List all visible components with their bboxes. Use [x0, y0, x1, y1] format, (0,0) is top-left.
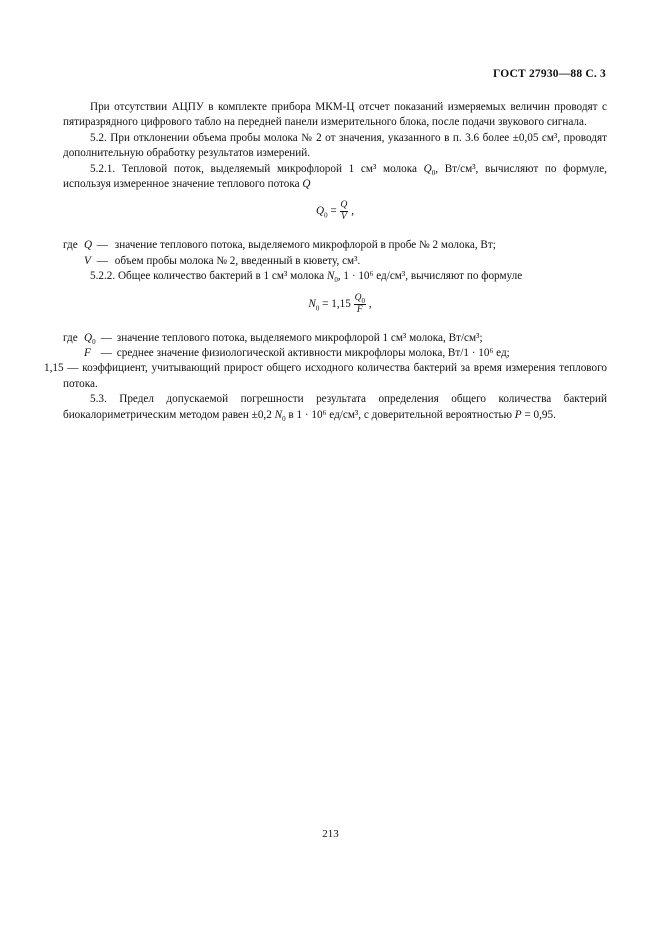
definitions-formula2 [44, 331, 608, 393]
definition-v [63, 254, 607, 269]
paragraph-5-3 [63, 392, 607, 423]
formula1-eq: = [327, 205, 340, 218]
formula2-lhs-sub: 0 [315, 303, 320, 312]
p53-text-b: в 1 · 10⁶ ед/см³, с доверительной вероятностью [285, 408, 515, 421]
paragraph-acpu: При отсутствии АЦПУ в комплекте прибора МКМ-Ц отсчет показаний измеряемых величин проводят с пятиразрядного цифрового табло на передней панели измерительного блока, после подачи звукового сигнала. [63, 101, 607, 129]
definition-text: коэффициент, учитывающий прирост общего исходного количества бактерий за время измерения теплового потока. [63, 362, 608, 390]
symbol-q0-sub: 0 [431, 168, 436, 177]
formula2-numerator [354, 293, 366, 305]
formula2-eq: = 1,15 [319, 297, 354, 310]
definition-text: объем пробы молока № 2, введенный в кювету, см³. [114, 254, 361, 267]
definition-coefficient [44, 361, 608, 392]
symbol-n0-sub: 0 [282, 414, 286, 423]
paragraph-5-2-1 [63, 162, 607, 193]
definition-term: F [84, 347, 91, 360]
definitions-formula1 [63, 238, 607, 269]
definition-dash: — [63, 362, 83, 375]
symbol-n0: N [274, 408, 283, 421]
formula1-lhs-sub: 0 [324, 211, 328, 220]
symbol-n0-sub: 0 [334, 276, 338, 285]
formula-n0 [73, 293, 607, 323]
definition-lead: где [63, 239, 78, 252]
p53-text-a: 5.3. Предел допускаемой погрешности результата определения общего количества бактерий биокалориметрическим методом равен ±0,2 [63, 393, 607, 421]
definition-q0 [63, 331, 607, 346]
definition-dash: — [94, 254, 111, 267]
definition-dash: — [98, 331, 115, 344]
formula2-tail: , [366, 297, 372, 310]
definition-lead: где [63, 331, 78, 344]
page-number: 213 [322, 828, 339, 840]
document-body [44, 100, 608, 423]
definition-text: среднее значение физиологической активности микрофлоры молока, Вт/1 · 10⁶ ед; [116, 347, 510, 360]
definition-term: 1,15 [44, 362, 64, 375]
definition-f [63, 346, 607, 361]
definition-dash: — [98, 347, 115, 360]
symbol-q0: Q [423, 162, 432, 175]
formula2-numerator-sub: 0 [361, 296, 366, 305]
definition-dash: — [94, 239, 111, 252]
symbol-n0: N [326, 270, 335, 283]
page-header: ГОСТ 27930—88 С. 3 [493, 68, 606, 80]
formula-q0 [63, 200, 607, 230]
definition-term: V [84, 254, 91, 267]
formula2-fraction [354, 293, 366, 316]
p522-text-a: 5.2.2. Общее количество бактерий в 1 см³ молока [90, 270, 327, 283]
p522-text-b: , 1 · 10⁶ ед/см³, вычисляют по формуле [337, 270, 523, 283]
p521-text-b: , Вт/см³, вычисляют по формуле, используя измеренное значение теплового потока [63, 162, 607, 191]
formula1-denominator: V [341, 212, 347, 223]
formula1-tail: , [348, 205, 354, 218]
paragraph-5-2: 5.2. При отклонении объема пробы молока № 2 от значения, указанного в п. 3.6 более ±0,05 см³, проводят дополнительную обработку результатов измерений. [63, 131, 607, 160]
definition-term-sub: 0 [92, 337, 96, 346]
definition-text: значение теплового потока, выделяемого микрофлорой в пробе № 2 молока, Вт; [114, 239, 496, 252]
p521-text-a: 5.2.1. Тепловой поток, выделяемый микрофлорой 1 см³ молока [90, 162, 424, 175]
formula1-numerator: Q [340, 200, 348, 211]
definition-q [63, 238, 607, 253]
definition-term: Q [84, 239, 93, 252]
formula1-lhs: Q [316, 205, 325, 218]
definition-text: значение теплового потока, выделяемого микрофлорой 1 см³ молока, Вт/см³; [116, 331, 483, 344]
formula2-denominator: F [356, 304, 363, 315]
p53-text-c: = 0,95. [521, 408, 556, 421]
symbol-p: P [514, 408, 522, 421]
definition-term [84, 331, 98, 346]
symbol-q: Q [302, 178, 311, 191]
definition-term-symbol: Q [84, 331, 93, 344]
paragraph-5-2-2 [63, 269, 607, 284]
formula2-lhs: N [308, 297, 316, 310]
formula2-numerator-symbol: Q [354, 292, 362, 303]
